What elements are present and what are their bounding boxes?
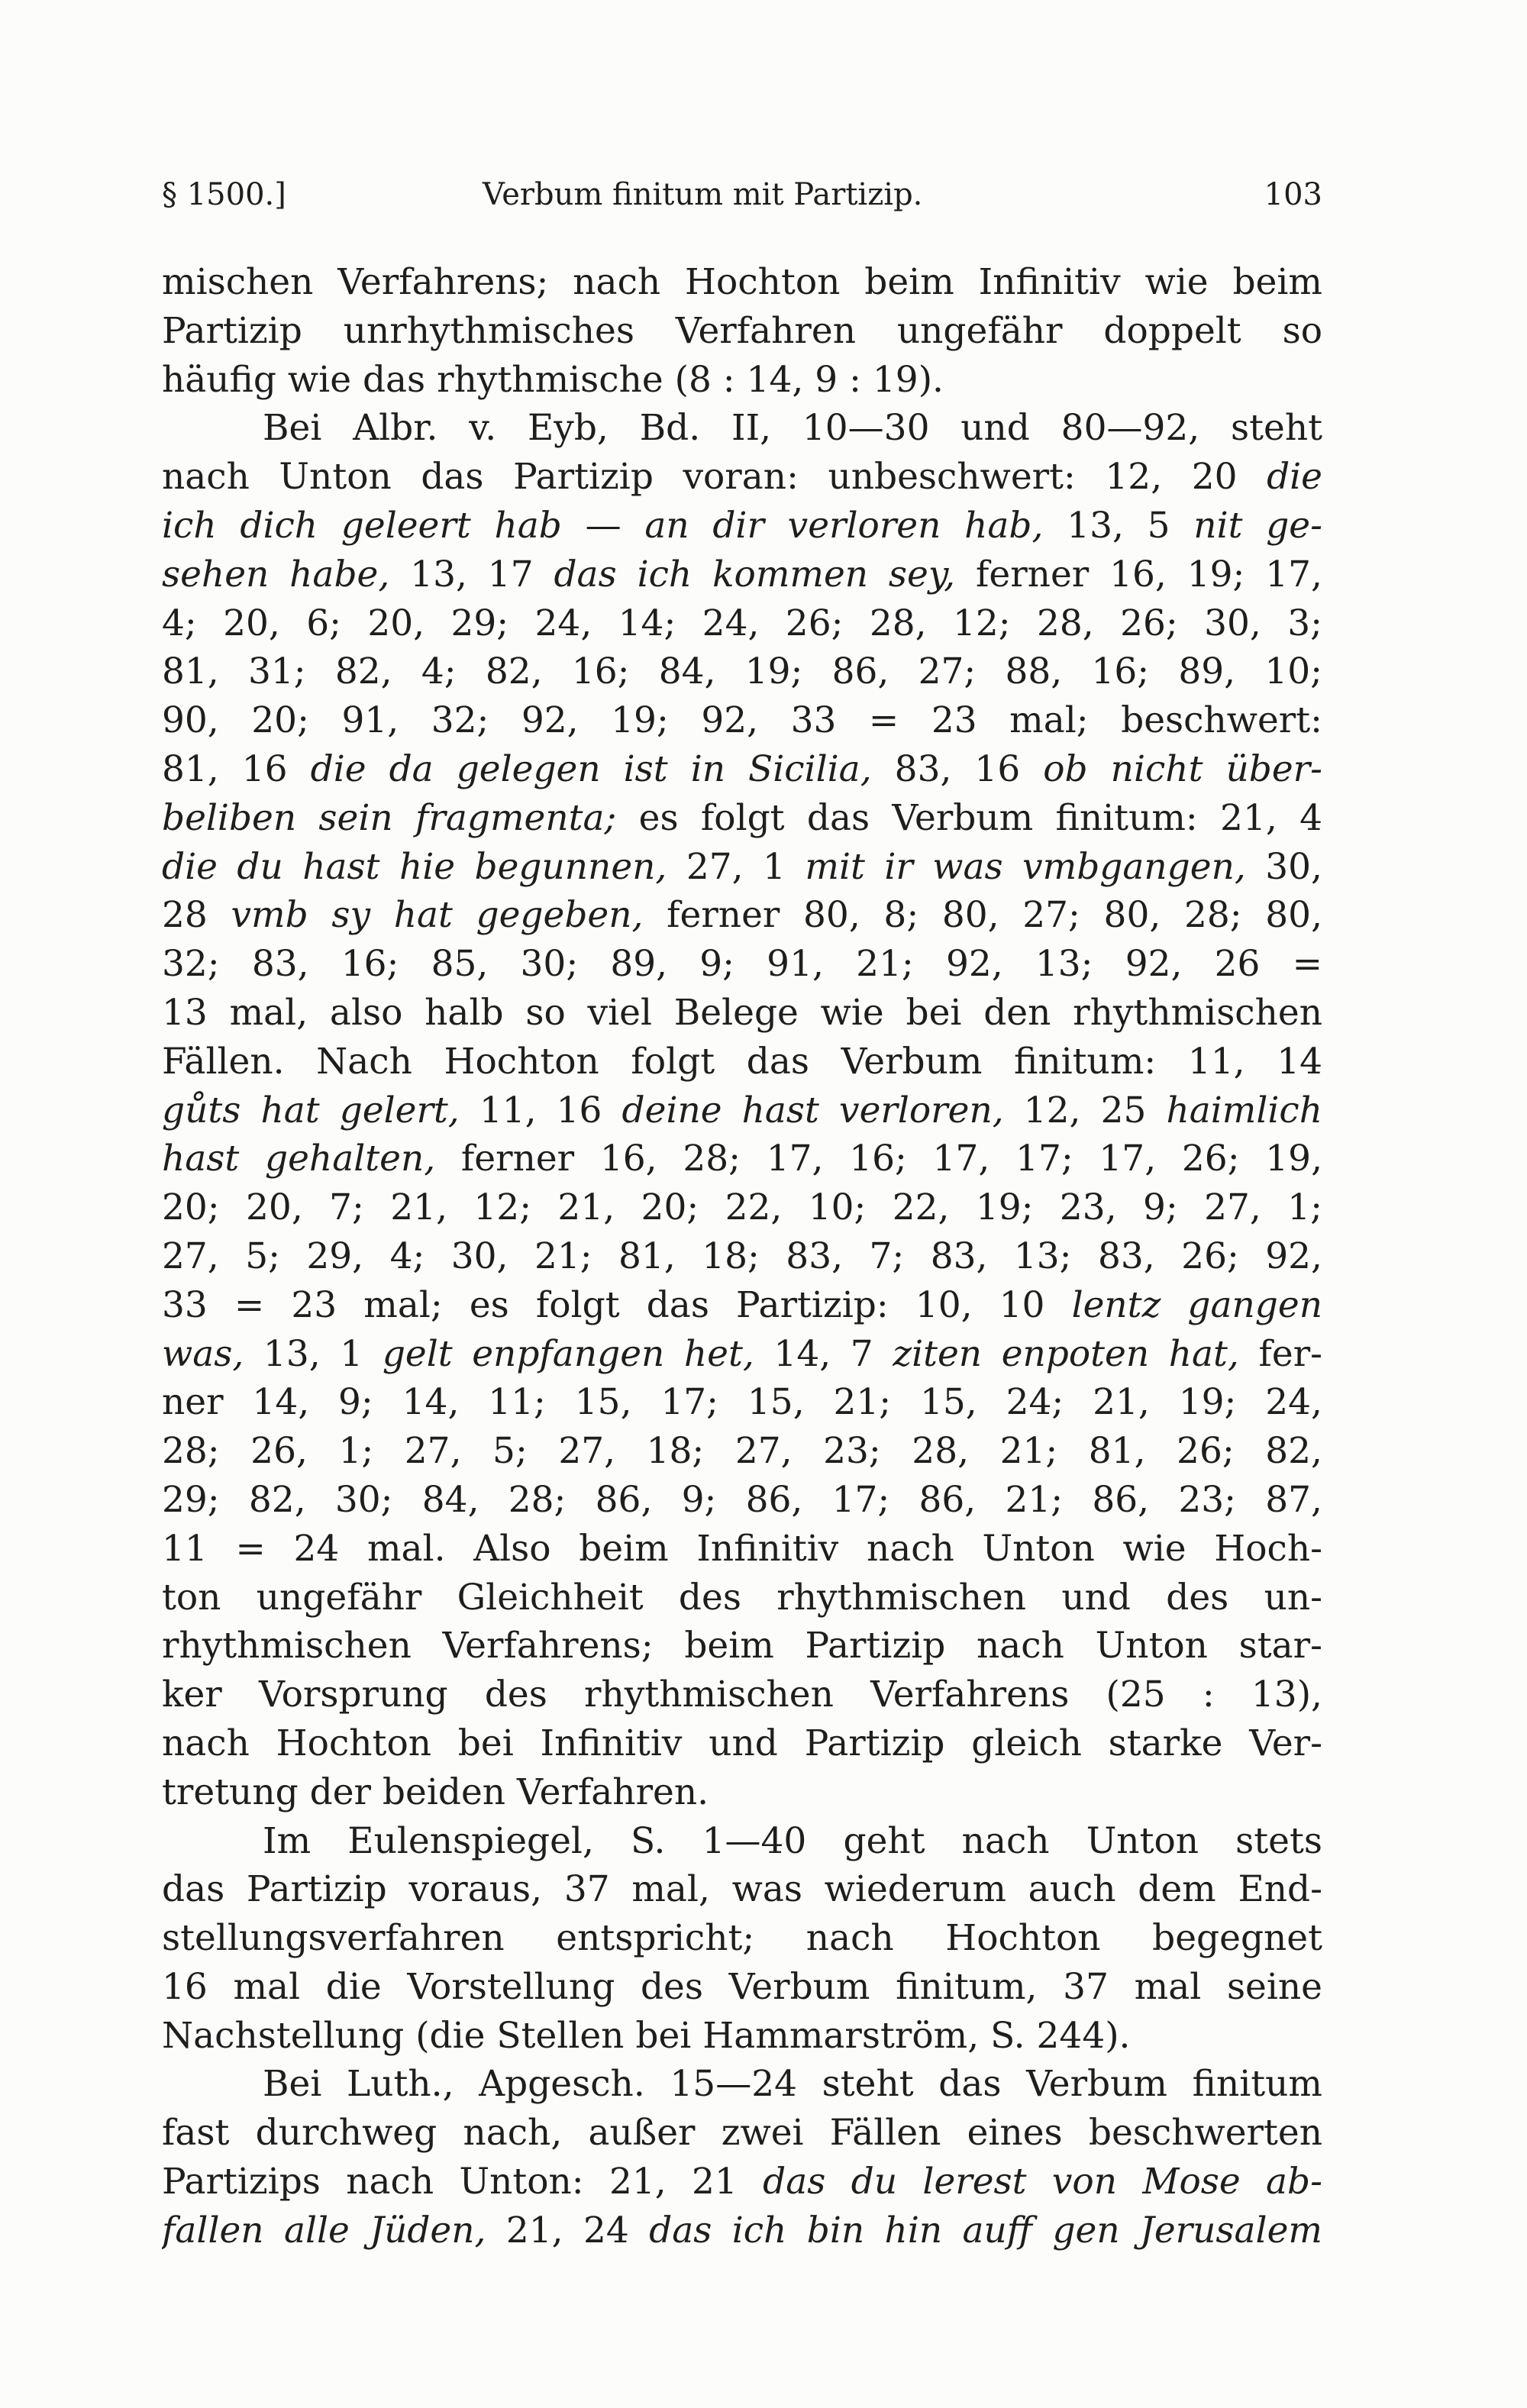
text-run: Partizips nach Unton: 21, 21 <box>162 2161 764 2203</box>
text-line <box>162 2158 1322 2206</box>
text-run: 13, 1 <box>244 1332 383 1375</box>
text-line <box>162 940 1322 989</box>
text-run: 81, 16 <box>162 747 311 790</box>
text-run: Bei Luth., Apgesch. 15—24 steht das Verbum finitum <box>263 2063 1322 2106</box>
text-run: — <box>561 504 645 547</box>
text-line <box>162 1281 1322 1330</box>
text-line <box>162 258 1322 307</box>
text-run: Fällen. Nach Hochton folgt das Verbum finitum: 11, 14 <box>162 1040 1322 1083</box>
text-run: tretung der beiden Verfahren. <box>162 1770 709 1813</box>
italic-quotation: das ich kommen sey, <box>554 553 956 596</box>
text-line <box>162 1525 1322 1574</box>
italic-quotation: das ich bin hin auff gen Jerusalem <box>649 2209 1322 2251</box>
text-run: 90, 20; 91, 32; 92, 19; 92, 33 = 23 mal; beschwert: <box>162 699 1322 742</box>
text-line <box>162 307 1322 356</box>
italic-quotation: das du lerest von Mose ab- <box>763 2161 1322 2203</box>
text-line <box>162 550 1322 599</box>
running-title: Verbum finitum mit Partizip. <box>483 177 923 212</box>
text-run: das Partizip voraus, 37 mal, was wiederum auch dem End- <box>162 1868 1322 1911</box>
text-line <box>162 1232 1322 1281</box>
italic-quotation: sehen habe, <box>162 553 390 596</box>
italic-quotation: vmb sy hat gegeben, <box>231 894 644 937</box>
text-line <box>162 404 1322 453</box>
text-run: 27, 5; 29, 4; 30, 21; 81, 18; 83, 7; 83, 13; 83, 26; 92, <box>162 1235 1322 1277</box>
text-run: Partizip unrhythmisches Verfahren ungefähr doppelt so <box>162 309 1322 352</box>
text-line <box>162 2206 1322 2255</box>
text-line <box>162 1183 1322 1232</box>
text-line <box>162 1574 1322 1622</box>
italic-quotation: hast gehalten, <box>162 1138 436 1180</box>
body-text <box>162 258 1322 2255</box>
italic-quotation: was, <box>162 1332 244 1375</box>
text-run: es folgt das Verbum finitum: 21, 4 <box>616 796 1322 839</box>
text-run: mischen Verfahrens; nach Hochton beim Infinitiv wie beim <box>162 261 1322 303</box>
italic-quotation: gelt enpfangen het, <box>382 1332 754 1375</box>
text-run: Im Eulenspiegel, S. 1—40 geht nach Unton stets <box>263 1819 1322 1862</box>
text-run: ferner 80, 8; 80, 27; 80, 28; 80, <box>643 894 1322 937</box>
text-run: 83, 16 <box>871 747 1044 790</box>
text-run: nach Unton das Partizip voran: unbeschwert: 12, 20 <box>162 456 1267 499</box>
italic-quotation: ich dich geleert hab <box>162 504 562 547</box>
text-run: 27, 1 <box>667 845 805 888</box>
text-line <box>162 1476 1322 1525</box>
italic-quotation: beliben sein fragmenta; <box>162 796 617 839</box>
italic-quotation: gůts hat gelert, <box>162 1089 460 1131</box>
italic-quotation: fallen alle Jüden, <box>162 2209 486 2251</box>
text-line <box>162 989 1322 1038</box>
italic-quotation: die du hast hie begunnen, <box>162 845 667 888</box>
text-line <box>162 1427 1322 1476</box>
italic-quotation: haimlich <box>1166 1089 1322 1131</box>
text-line <box>162 1038 1322 1086</box>
text-run: ner 14, 9; 14, 11; 15, 17; 15, 21; 15, 24; 21, 19; 24, <box>162 1381 1322 1424</box>
text-line <box>162 1865 1322 1914</box>
text-run: ton ungefähr Gleichheit des rhythmischen und des un- <box>162 1576 1322 1619</box>
text-run: 12, 25 <box>1003 1089 1167 1131</box>
text-line <box>162 453 1322 502</box>
text-run: 4; 20, 6; 20, 29; 24, 14; 24, 26; 28, 12; 28, 26; 30, 3; <box>162 602 1322 644</box>
text-run: 28; 26, 1; 27, 5; 27, 18; 27, 23; 28, 21; 81, 26; 82, <box>162 1430 1322 1473</box>
text-run: Bei Albr. v. Eyb, Bd. II, 10—30 und 80—92, steht <box>263 407 1322 450</box>
text-line <box>162 1135 1322 1183</box>
text-line <box>162 843 1322 892</box>
text-line <box>162 745 1322 794</box>
text-line <box>162 356 1322 405</box>
text-run: fast durchweg nach, außer zwei Fällen eines beschwerten <box>162 2112 1322 2155</box>
text-run: nach Hochton bei Infinitiv und Partizip gleich starke Ver- <box>162 1722 1322 1764</box>
text-line <box>162 1817 1322 1866</box>
text-line <box>162 1670 1322 1719</box>
text-run: stellungsverfahren entspricht; nach Hochton begegnet <box>162 1917 1322 1960</box>
text-run: häufig wie das rhythmische (8 : 14, 9 : 19). <box>162 358 944 401</box>
text-line <box>162 696 1322 745</box>
italic-quotation: lentz gangen <box>1071 1283 1322 1326</box>
text-line <box>162 1378 1322 1427</box>
text-run: 11, 16 <box>459 1089 622 1131</box>
text-line <box>162 599 1322 648</box>
text-run: fer- <box>1238 1332 1322 1375</box>
text-run: ker Vorsprung des rhythmischen Verfahrens (25 : 13), <box>162 1674 1322 1716</box>
text-run: 33 = 23 mal; es folgt das Partizip: 10, 10 <box>162 1283 1072 1326</box>
italic-quotation: ob nicht über- <box>1043 747 1322 790</box>
text-run: 28 <box>162 894 231 937</box>
text-run: rhythmischen Verfahrens; beim Partizip nach Unton star- <box>162 1625 1322 1667</box>
page-number: 103 <box>1264 177 1322 212</box>
text-line <box>162 2012 1322 2061</box>
text-run: 32; 83, 16; 85, 30; 89, 9; 91, 21; 92, 13; 92, 26 = <box>162 943 1322 986</box>
text-run: Nachstellung (die Stellen bei Hammarström, S. 244). <box>162 2014 1131 2057</box>
italic-quotation: die <box>1267 456 1322 499</box>
section-reference: § 1500.] <box>162 177 286 212</box>
text-run: 13 mal, also halb so viel Belege wie bei den rhythmischen <box>162 991 1322 1034</box>
italic-quotation: ziten enpoten hat, <box>893 1332 1239 1375</box>
text-run: ferner 16, 19; 17, <box>955 553 1322 596</box>
text-line <box>162 1086 1322 1135</box>
text-line <box>162 1719 1322 1768</box>
text-line <box>162 502 1322 550</box>
text-line <box>162 1963 1322 2012</box>
text-run: 81, 31; 82, 4; 82, 16; 84, 19; 86, 27; 88, 16; 89, 10; <box>162 650 1322 693</box>
italic-quotation: nit ge- <box>1193 504 1322 547</box>
text-line <box>162 891 1322 940</box>
italic-quotation: mit ir was vmbgangen, <box>805 845 1246 888</box>
text-line <box>162 794 1322 843</box>
italic-quotation: an dir verloren hab, <box>644 504 1044 547</box>
text-run: ferner 16, 28; 17, 16; 17, 17; 17, 26; 19, <box>435 1138 1322 1180</box>
text-run: 13, 17 <box>389 553 554 596</box>
text-run: 21, 24 <box>486 2209 650 2251</box>
text-run: 16 mal die Vorstellung des Verbum finitum, 37 mal seine <box>162 1965 1322 2008</box>
text-line <box>162 1914 1322 1963</box>
text-line <box>162 1768 1322 1817</box>
text-run: 30, <box>1245 845 1322 888</box>
italic-quotation: deine hast verloren, <box>621 1089 1004 1131</box>
running-head <box>162 172 1322 218</box>
text-line <box>162 1622 1322 1670</box>
italic-quotation: die da gelegen ist in Sicilia, <box>310 747 872 790</box>
text-line <box>162 2109 1322 2158</box>
text-run: 13, 5 <box>1043 504 1194 547</box>
text-line <box>162 647 1322 696</box>
text-run: 11 = 24 mal. Also beim Infinitiv nach Unton wie Hoch- <box>162 1527 1322 1570</box>
text-run: 29; 82, 30; 84, 28; 86, 9; 86, 17; 86, 21; 86, 23; 87, <box>162 1478 1322 1521</box>
text-run: 20; 20, 7; 21, 12; 21, 20; 22, 10; 22, 19; 23, 9; 27, 1; <box>162 1186 1322 1229</box>
text-line <box>162 2060 1322 2109</box>
text-line <box>162 1330 1322 1379</box>
text-run: 14, 7 <box>754 1332 893 1375</box>
